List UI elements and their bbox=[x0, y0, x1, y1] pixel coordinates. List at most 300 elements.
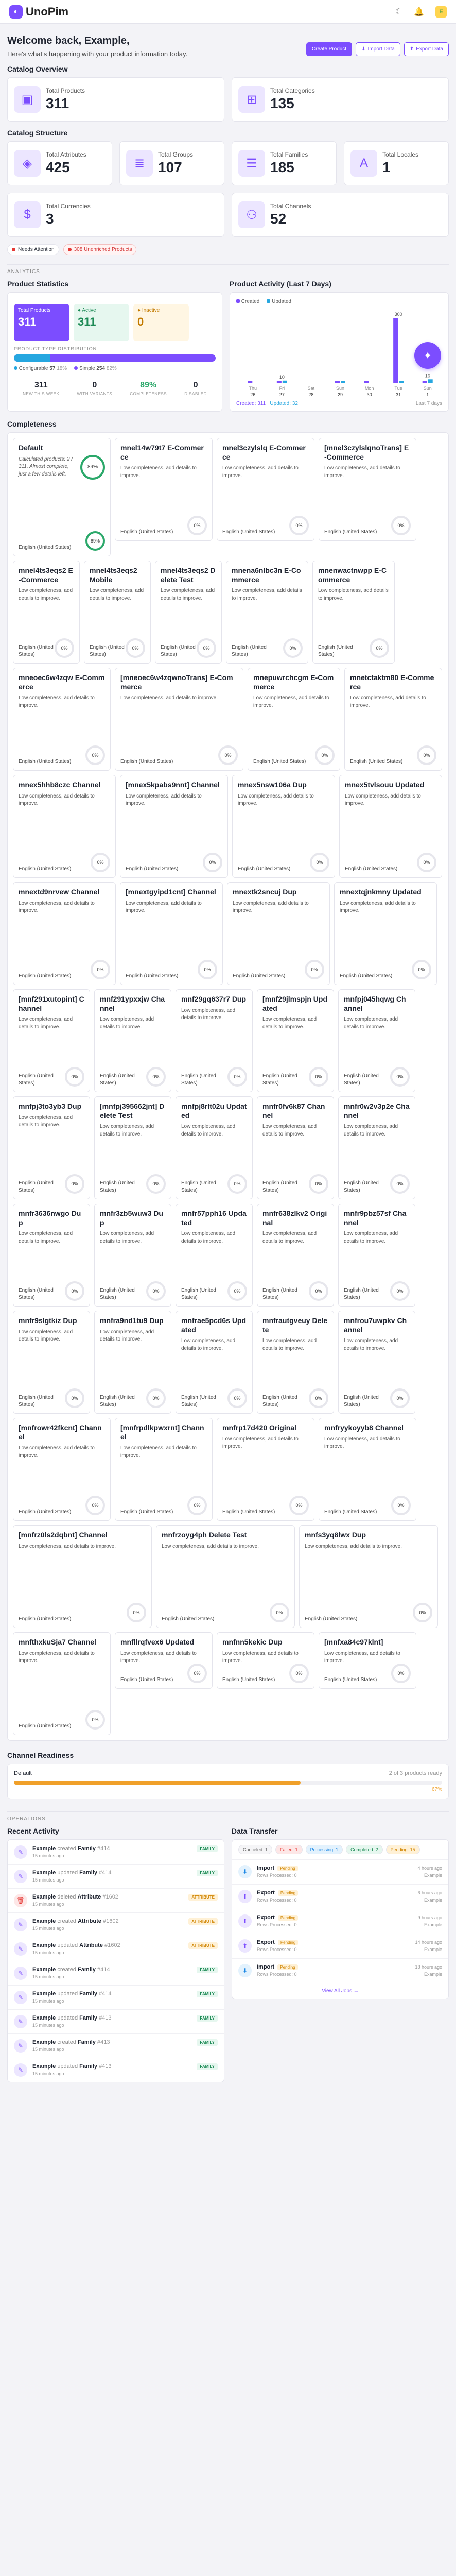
channel-title: mnfr3zb5wuw3 Dup bbox=[100, 1209, 163, 1227]
bar-created[interactable] bbox=[393, 318, 398, 383]
total-locales-card[interactable]: A Total Locales 1 bbox=[344, 141, 449, 185]
channel-title: mnepuwrchcgm E-Commerce bbox=[253, 673, 334, 691]
completeness-desc: Low completeness, add details to improve. bbox=[181, 1338, 236, 1351]
locale-label: English (United States) bbox=[318, 645, 353, 657]
product-statistics-card bbox=[7, 292, 222, 412]
export-data-button[interactable]: ⬆ Export Data bbox=[404, 42, 449, 56]
completeness-ring: 0% bbox=[91, 853, 110, 872]
completeness-card[interactable] bbox=[319, 1632, 416, 1689]
pending-badge: Pending bbox=[278, 1940, 298, 1945]
bar-updated[interactable] bbox=[283, 381, 287, 383]
completeness-desc: Low completeness, add details to improve. bbox=[100, 1016, 154, 1030]
completeness-card[interactable] bbox=[120, 775, 228, 878]
locale-label: English (United States) bbox=[161, 645, 196, 657]
completeness-desc: Low completeness, add details to improve. bbox=[19, 695, 95, 708]
completeness-ring: 0% bbox=[391, 1496, 411, 1515]
configurable-segment bbox=[14, 354, 50, 362]
channel-title: mnel4ts3eqs2 Mobile bbox=[90, 566, 137, 584]
completeness-desc: Low completeness, add details to improve. bbox=[120, 1650, 197, 1664]
locale-label: English (United States) bbox=[345, 866, 398, 872]
locale-label: English (United States) bbox=[222, 1676, 275, 1683]
channel-title: mnfra9nd1tu9 Dup bbox=[100, 1316, 164, 1325]
channel-title: mnfpj3to3yb3 Dup bbox=[19, 1102, 82, 1110]
completeness-desc: Low completeness, add details to improve. bbox=[324, 465, 400, 479]
activity-item[interactable]: ✎ Example updated Family #414 15 minutes ago FAMILY bbox=[8, 1985, 224, 2009]
x-tick-day: 30 bbox=[366, 392, 372, 397]
completeness-desc: Low completeness, add details to improve. bbox=[344, 1016, 398, 1030]
completeness-card[interactable] bbox=[232, 775, 335, 878]
readiness-bar-fill bbox=[14, 1781, 301, 1785]
status-filter-chip[interactable]: Failed: 1 bbox=[275, 1845, 303, 1854]
type-distribution-label: PRODUCT TYPE DISTRIBUTION bbox=[14, 346, 97, 351]
completeness-desc: Low completeness, add details to improve. bbox=[232, 588, 302, 601]
completeness-card[interactable] bbox=[257, 1311, 334, 1414]
status-filter-chip[interactable]: Completed: 2 bbox=[346, 1845, 383, 1854]
locale-completeness-ring: 89% bbox=[85, 531, 105, 551]
completeness-card[interactable] bbox=[176, 1204, 253, 1307]
locale-label: English (United States) bbox=[19, 1180, 54, 1193]
x-tick-day: 26 bbox=[250, 392, 256, 397]
activity-item[interactable]: ✎ Example updated Family #413 15 minutes ago FAMILY bbox=[8, 2009, 224, 2033]
completeness-card[interactable] bbox=[334, 882, 437, 985]
import-icon: ⬇ bbox=[361, 46, 366, 52]
completeness-card[interactable] bbox=[338, 989, 415, 1092]
completeness-card[interactable] bbox=[176, 1096, 253, 1199]
completeness-card[interactable] bbox=[13, 1096, 90, 1199]
view-all-jobs-link[interactable]: View All Jobs → bbox=[322, 1988, 359, 1994]
completeness-ring: 0% bbox=[309, 1174, 328, 1194]
updated-legend: Updated bbox=[267, 299, 291, 304]
bar-created[interactable] bbox=[335, 381, 340, 383]
completeness-desc: Low completeness, add details to improve. bbox=[340, 900, 416, 913]
completeness-card[interactable] bbox=[248, 668, 340, 771]
completeness-desc: Low completeness, add details to improve. bbox=[324, 1436, 400, 1449]
completeness-desc: Low completeness, add details to improve. bbox=[344, 1338, 398, 1351]
completeness-desc: Low completeness, add details to improve. bbox=[181, 1231, 236, 1244]
channel-title: mnfrp17d420 Original bbox=[222, 1423, 296, 1432]
completeness-card[interactable] bbox=[13, 775, 116, 878]
total-attributes-card[interactable]: ◈ Total Attributes 425 bbox=[7, 141, 112, 185]
channel-title: [mnfrpdlkpwxrnt] Channel bbox=[120, 1423, 204, 1441]
completeness-card[interactable] bbox=[176, 989, 253, 1092]
import-icon: ⬇ bbox=[238, 1964, 252, 1977]
completeness-card[interactable] bbox=[13, 1204, 90, 1307]
bar-created[interactable] bbox=[277, 381, 282, 383]
locale-label: English (United States) bbox=[19, 1509, 72, 1515]
completeness-ring: 0% bbox=[65, 1174, 84, 1194]
completeness-card[interactable] bbox=[13, 882, 116, 985]
completeness-ring: 0% bbox=[91, 960, 110, 979]
locale-label: English (United States) bbox=[181, 1395, 216, 1408]
activity-item[interactable]: ✎ Example updated Attribute #1602 15 minutes ago ATTRIBUTE bbox=[8, 1937, 224, 1961]
channel-title: mnextd9nrvew Channel bbox=[19, 888, 100, 896]
locale-label: English (United States) bbox=[232, 645, 267, 657]
completeness-ring: 0% bbox=[289, 1496, 309, 1515]
locale-label: English (United States) bbox=[262, 1287, 297, 1300]
completeness-card[interactable] bbox=[156, 1525, 295, 1628]
completeness-card[interactable] bbox=[115, 1418, 213, 1521]
bar-created[interactable] bbox=[248, 381, 252, 383]
completeness-ring: 0% bbox=[146, 1281, 166, 1301]
with-variants-stat: 0 WITH VARIANTS bbox=[77, 381, 113, 396]
completeness-card[interactable] bbox=[94, 1311, 171, 1414]
locale-label: English (United States) bbox=[340, 973, 393, 979]
completeness-ring: 0% bbox=[283, 638, 303, 658]
completeness-desc: Low completeness, add details to improve. bbox=[350, 695, 426, 708]
activity-item[interactable]: ✎ Example created Attribute #1602 15 minutes ago ATTRIBUTE bbox=[8, 1912, 224, 1937]
completeness-ring: 0% bbox=[413, 1603, 432, 1622]
product-activity-card bbox=[230, 292, 449, 412]
bar-updated[interactable] bbox=[428, 379, 433, 383]
completeness-card[interactable] bbox=[13, 1418, 111, 1521]
edit-icon: ✎ bbox=[14, 1845, 27, 1859]
total-categories-card[interactable]: ⊞ Total Categories 135 bbox=[232, 77, 449, 122]
completeness-ring: 0% bbox=[187, 1664, 207, 1683]
x-tick-day: 1 bbox=[426, 392, 429, 397]
completeness-card[interactable] bbox=[338, 1096, 415, 1199]
completeness-card[interactable] bbox=[299, 1525, 438, 1628]
completeness-desc: Low completeness, add details to improve. bbox=[344, 1124, 398, 1137]
completeness-desc: Low completeness, add details to improve. bbox=[181, 1007, 236, 1021]
channel-title: [mnf29jlmspjn Updated bbox=[262, 995, 328, 1012]
activity-item[interactable]: ✎ Example updated Family #413 15 minutes ago FAMILY bbox=[8, 2058, 224, 2082]
completeness-desc: Low completeness, add details to improve. bbox=[19, 588, 73, 601]
transfer-job[interactable]: ⬇ Import Pending Rows Processed: 0 4 hours ago Example bbox=[232, 1859, 448, 1884]
trash-icon: 🗑 bbox=[14, 1894, 27, 1907]
recent-activity-list bbox=[7, 1839, 224, 2082]
completeness-card[interactable] bbox=[312, 561, 395, 664]
completeness-card[interactable] bbox=[155, 561, 222, 664]
activity-item[interactable]: 🗑 Example deleted Attribute #1602 15 minutes ago ATTRIBUTE bbox=[8, 1888, 224, 1912]
locale-label: English (United States) bbox=[262, 1073, 297, 1086]
transfer-job[interactable]: ⬆ Export Pending Rows Processed: 0 14 hours ago Example bbox=[232, 1934, 448, 1958]
completeness-ring: 0% bbox=[390, 1067, 410, 1087]
completeness-desc: Low completeness, add details to improve. bbox=[222, 465, 299, 479]
locale-label: English (United States) bbox=[162, 1616, 215, 1622]
entity-tag: FAMILY bbox=[197, 1991, 218, 1997]
completeness-ring: 0% bbox=[417, 853, 436, 872]
channel-title: [mnfrz0ls2dqbnt] Channel bbox=[19, 1531, 108, 1539]
completeness-desc: Low completeness, add details to improve. bbox=[19, 900, 95, 913]
completeness-card[interactable] bbox=[115, 1632, 213, 1689]
locale-label: English (United States) bbox=[19, 1287, 54, 1300]
completeness-ring: 0% bbox=[315, 745, 335, 765]
completeness-card[interactable] bbox=[257, 989, 334, 1092]
completeness-ring: 0% bbox=[127, 1603, 146, 1622]
product-statistics-title: Product Statistics bbox=[7, 280, 69, 288]
data-transfer-title: Data Transfer bbox=[232, 1827, 278, 1835]
edit-icon: ✎ bbox=[14, 1918, 27, 1931]
completeness-desc: Low completeness, add details to improve. bbox=[262, 1231, 317, 1244]
completeness-ring: 0% bbox=[198, 960, 217, 979]
red-dot-icon bbox=[12, 248, 15, 251]
total-currencies-card[interactable]: $ Total Currencies 3 bbox=[7, 193, 224, 237]
completeness-desc: Low completeness, add details to improve. bbox=[305, 1543, 402, 1549]
activity-item[interactable]: ✎ Example created Family #413 15 minutes ago FAMILY bbox=[8, 2033, 224, 2058]
entity-tag: FAMILY bbox=[197, 1845, 218, 1852]
locale-label: English (United States) bbox=[324, 1509, 377, 1515]
completeness-card[interactable] bbox=[13, 1632, 111, 1735]
locale-label: English (United States) bbox=[344, 1073, 379, 1086]
completeness-card-default[interactable]: Default Calculated products: 2 / 311. Almost complete, just a few details left. 89% English (United States) 89% bbox=[13, 438, 111, 556]
channel-title: mnfrautgveuy Delete bbox=[262, 1316, 328, 1334]
completeness-desc: Low completeness, add details to improve. bbox=[19, 1231, 73, 1244]
completeness-card[interactable] bbox=[319, 1418, 416, 1521]
x-tick-label: Sun bbox=[336, 386, 345, 391]
locale-label: English (United States) bbox=[262, 1180, 297, 1193]
locale-label: English (United States) bbox=[126, 866, 179, 872]
completeness-title: Completeness bbox=[7, 420, 57, 428]
locale-label: English (United States) bbox=[19, 973, 72, 979]
channel-title: mnextqjnkmny Updated bbox=[340, 888, 422, 896]
completeness-ring: 0% bbox=[126, 638, 145, 658]
x-tick-label: Tue bbox=[394, 386, 402, 391]
completeness-card[interactable] bbox=[227, 882, 330, 985]
completeness-ring: 0% bbox=[146, 1067, 166, 1087]
locale-label: English (United States) bbox=[19, 1073, 54, 1086]
channel-title: [mnfrowr42fkcnt] Channel bbox=[19, 1423, 102, 1441]
completeness-card[interactable] bbox=[13, 989, 90, 1092]
translate-icon: A bbox=[350, 150, 377, 177]
completeness-ring: 0% bbox=[218, 745, 238, 765]
updated-total: Updated: 32 bbox=[270, 401, 298, 406]
channel-title: mnfr9pbz57sf Channel bbox=[344, 1209, 407, 1227]
completeness-card[interactable] bbox=[217, 438, 314, 541]
completeness-ring: 0% bbox=[390, 1174, 410, 1194]
channel-title: mnfrzoyg4ph Delete Test bbox=[162, 1531, 247, 1539]
export-icon: ⬆ bbox=[238, 1939, 252, 1953]
entity-tag: FAMILY bbox=[197, 2063, 218, 2070]
catalog-structure-title: Catalog Structure bbox=[7, 129, 68, 137]
ai-assistant-button[interactable] bbox=[414, 342, 441, 369]
edit-icon: ✎ bbox=[14, 1967, 27, 1980]
locale-label: English (United States) bbox=[344, 1395, 379, 1408]
channel-title: mnfnn5kekic Dup bbox=[222, 1638, 283, 1646]
pending-badge: Pending bbox=[277, 1964, 297, 1970]
catalog-overview-title: Catalog Overview bbox=[7, 65, 68, 73]
completeness-card[interactable] bbox=[13, 1311, 90, 1414]
app-name: UnoPim bbox=[26, 5, 69, 18]
edit-icon: ✎ bbox=[14, 2063, 27, 2077]
completeness-stat: 89% COMPLETENESS bbox=[130, 381, 167, 396]
channel-title: mnfryykoyyb8 Channel bbox=[324, 1423, 404, 1432]
completeness-desc: Low completeness, add details to improve. bbox=[120, 695, 218, 701]
locale-label: English (United States) bbox=[181, 1287, 216, 1300]
completeness-desc: Low completeness, add details to improve. bbox=[19, 1329, 73, 1342]
x-tick-day: 31 bbox=[396, 392, 401, 397]
locale-label: English (United States) bbox=[19, 1616, 72, 1622]
completeness-card[interactable] bbox=[176, 1311, 253, 1414]
inactive-products-box: ● Inactive 0 bbox=[133, 304, 189, 341]
channel-title: mnena6nlbc3n E-Commerce bbox=[232, 566, 301, 584]
completeness-desc: Low completeness, add details to improve. bbox=[19, 1650, 95, 1664]
completeness-ring: 0% bbox=[187, 516, 207, 535]
app-logo[interactable] bbox=[9, 5, 68, 19]
channel-title: mnfpj045hqwg Channel bbox=[344, 995, 406, 1012]
completeness-card[interactable] bbox=[115, 668, 243, 771]
completeness-panel bbox=[7, 432, 449, 1741]
locale-label: English (United States) bbox=[344, 1180, 379, 1193]
bar-updated[interactable] bbox=[399, 381, 404, 383]
box-icon: ▣ bbox=[14, 86, 41, 113]
entity-tag: FAMILY bbox=[197, 1870, 218, 1876]
completeness-ring: 0% bbox=[370, 638, 389, 658]
completeness-card[interactable] bbox=[319, 438, 416, 541]
x-tick-label: Mon bbox=[364, 386, 374, 391]
completeness-ring: 0% bbox=[289, 1664, 309, 1683]
grid-icon: ⊞ bbox=[238, 86, 265, 113]
total-channels-card[interactable]: ⚇ Total Channels 52 bbox=[232, 193, 449, 237]
completeness-ring: 0% bbox=[146, 1174, 166, 1194]
locale-label: English (United States) bbox=[19, 1395, 54, 1408]
top-bar bbox=[0, 0, 456, 24]
activity-item[interactable]: ✎ Example updated Family #414 15 minutes ago FAMILY bbox=[8, 1864, 224, 1888]
locale-label: English (United States) bbox=[19, 645, 54, 657]
create-product-button[interactable]: Create Product bbox=[306, 42, 352, 56]
completeness-desc: Low completeness, add details to improve. bbox=[324, 1650, 400, 1664]
new-this-week-stat: 311 NEW THIS WEEK bbox=[23, 381, 60, 396]
entity-tag: FAMILY bbox=[197, 2015, 218, 2022]
completeness-card[interactable] bbox=[344, 668, 442, 771]
bar-created[interactable] bbox=[364, 381, 369, 383]
needs-attention-badge[interactable]: Needs Attention bbox=[7, 244, 59, 255]
unenriched-badge[interactable]: 308 Unenriched Products bbox=[63, 244, 137, 255]
completeness-desc: Low completeness, add details to improve. bbox=[120, 1445, 197, 1459]
completeness-ring: 0% bbox=[55, 638, 74, 658]
import-data-button[interactable]: ⬇ Import Data bbox=[356, 42, 400, 56]
transfer-job[interactable]: ⬇ Import Pending Rows Processed: 0 18 hours ago Example bbox=[232, 1958, 448, 1983]
completeness-desc: Low completeness, add details to improve. bbox=[120, 465, 197, 479]
completeness-ring: 0% bbox=[412, 960, 431, 979]
completeness-desc: Low completeness, add details to improve. bbox=[100, 1329, 154, 1342]
completeness-ring: 0% bbox=[85, 1496, 105, 1515]
locale-label: English (United States) bbox=[262, 1395, 297, 1408]
channel-title: mnfr0w2v3p2e Channel bbox=[344, 1102, 410, 1120]
import-icon: ⬇ bbox=[238, 1865, 252, 1878]
channel-name: Default bbox=[14, 1770, 32, 1776]
locale-label: English (United States) bbox=[120, 758, 173, 765]
locale-label: English (United States) bbox=[100, 1287, 135, 1300]
completeness-card[interactable] bbox=[226, 561, 308, 664]
edit-icon: ✎ bbox=[14, 2039, 27, 2053]
completeness-card[interactable] bbox=[338, 1204, 415, 1307]
completeness-card[interactable] bbox=[257, 1204, 334, 1307]
locale-label: English (United States) bbox=[222, 529, 275, 535]
notification-bell-icon[interactable]: 🔔 bbox=[414, 7, 424, 16]
completeness-desc: Low completeness, add details to improve. bbox=[253, 695, 329, 708]
total-groups-card[interactable]: ≣ Total Groups 107 bbox=[119, 141, 224, 185]
activity-chart bbox=[236, 311, 442, 398]
locale-label: English (United States) bbox=[19, 866, 72, 872]
locale-label: English (United States) bbox=[324, 529, 377, 535]
completeness-card[interactable] bbox=[217, 1632, 314, 1689]
total-products-card[interactable]: ▣ Total Products 311 bbox=[7, 77, 224, 122]
completeness-card[interactable] bbox=[84, 561, 151, 664]
completeness-desc: Low completeness, add details to improve. bbox=[222, 1650, 299, 1664]
completeness-card[interactable] bbox=[338, 1311, 415, 1414]
export-icon: ⬆ bbox=[238, 1890, 252, 1903]
welcome-subtitle: Here's what's happening with your product information today. bbox=[7, 50, 188, 58]
completeness-card[interactable] bbox=[94, 1096, 171, 1199]
locale-label: English (United States) bbox=[222, 1509, 275, 1515]
channel-title: mnfr3636nwgo Dup bbox=[19, 1209, 81, 1227]
completeness-card[interactable] bbox=[120, 882, 223, 985]
transfer-job[interactable]: ⬆ Export Pending Rows Processed: 0 6 hours ago Example bbox=[232, 1884, 448, 1909]
welcome-title: Welcome back, Example, bbox=[7, 35, 130, 46]
completeness-ring: 0% bbox=[309, 1281, 328, 1301]
activity-item[interactable]: ✎ Example created Family #414 15 minutes ago FAMILY bbox=[8, 1840, 224, 1864]
completeness-desc: Low completeness, add details to improve. bbox=[233, 900, 309, 913]
completeness-ring: 0% bbox=[390, 1388, 410, 1408]
completeness-card[interactable] bbox=[13, 1525, 152, 1628]
completeness-ring: 0% bbox=[305, 960, 324, 979]
completeness-card[interactable] bbox=[115, 438, 213, 541]
channel-title: [mnel3czylslqnoTrans] E-Commerce bbox=[324, 444, 409, 461]
completeness-card[interactable] bbox=[13, 668, 111, 771]
channel-title: mnf291ypxxjw Channel bbox=[100, 995, 165, 1012]
bar-updated[interactable] bbox=[341, 381, 345, 383]
locale-label: English (United States) bbox=[324, 1676, 377, 1683]
status-filter-chip[interactable]: Pending: 15 bbox=[386, 1845, 420, 1854]
completeness-ring: 0% bbox=[289, 516, 309, 535]
user-avatar[interactable]: E bbox=[435, 6, 447, 18]
status-filter-chip[interactable]: Canceled: 1 bbox=[238, 1845, 272, 1854]
completeness-card[interactable] bbox=[94, 989, 171, 1092]
active-products-box: ● Active 311 bbox=[74, 304, 129, 341]
entity-tag: FAMILY bbox=[197, 1967, 218, 1973]
completeness-card[interactable] bbox=[217, 1418, 314, 1521]
channel-title: [mneoec6w4zqwnoTrans] E-Commerce bbox=[120, 673, 233, 691]
bar-created[interactable] bbox=[423, 381, 427, 383]
completeness-ring: 0% bbox=[227, 1281, 247, 1301]
locale-label: English (United States) bbox=[126, 973, 179, 979]
locale-label: English (United States) bbox=[233, 973, 286, 979]
completeness-ring: 0% bbox=[391, 1664, 411, 1683]
completeness-ring: 0% bbox=[309, 1388, 328, 1408]
completeness-card[interactable] bbox=[257, 1096, 334, 1199]
completeness-ring: 0% bbox=[65, 1281, 84, 1301]
locale-label: English (United States) bbox=[19, 758, 72, 765]
completeness-card[interactable] bbox=[339, 775, 442, 878]
completeness-card[interactable] bbox=[13, 561, 80, 664]
completeness-desc: Low completeness, add details to improve. bbox=[344, 1231, 398, 1244]
completeness-ring: 0% bbox=[417, 745, 436, 765]
channel-title: mnfs3yq8lwx Dup bbox=[305, 1531, 366, 1539]
simple-legend: Simple 254 82% bbox=[74, 366, 117, 371]
channel-title: mnextk2sncuj Dup bbox=[233, 888, 297, 896]
activity-item[interactable]: ✎ Example created Family #414 15 minutes ago FAMILY bbox=[8, 1961, 224, 1985]
channel-title: mneoec6w4zqw E-Commerce bbox=[19, 673, 105, 691]
completeness-ring: 0% bbox=[390, 1281, 410, 1301]
entity-tag: ATTRIBUTE bbox=[188, 1918, 218, 1925]
transfer-job[interactable]: ⬆ Export Pending Rows Processed: 0 9 hours ago Example bbox=[232, 1909, 448, 1934]
channel-title: [mnfxa84c97klnt] bbox=[324, 1638, 383, 1646]
total-families-card[interactable]: ☰ Total Families 185 bbox=[232, 141, 337, 185]
completeness-desc: Low completeness, add details to improve. bbox=[100, 1231, 154, 1244]
status-filter-chip[interactable]: Processing: 1 bbox=[306, 1845, 343, 1854]
completeness-desc: Low completeness, add details to improve. bbox=[262, 1338, 317, 1351]
locale-label: English (United States) bbox=[344, 1287, 379, 1300]
locale-label: English (United States) bbox=[305, 1616, 358, 1622]
theme-toggle-icon[interactable]: ☾ bbox=[395, 7, 403, 16]
completeness-desc: Low completeness, add details to improve. bbox=[238, 793, 314, 806]
locale-label: English (United States) bbox=[100, 1073, 135, 1086]
locale-label: English (United States) bbox=[19, 1723, 72, 1729]
completeness-card[interactable] bbox=[94, 1204, 171, 1307]
channel-title: [mnex5kpabs9nnt] Channel bbox=[126, 781, 220, 789]
completeness-ring: 0% bbox=[203, 853, 222, 872]
channel-readiness-card bbox=[7, 1764, 449, 1799]
